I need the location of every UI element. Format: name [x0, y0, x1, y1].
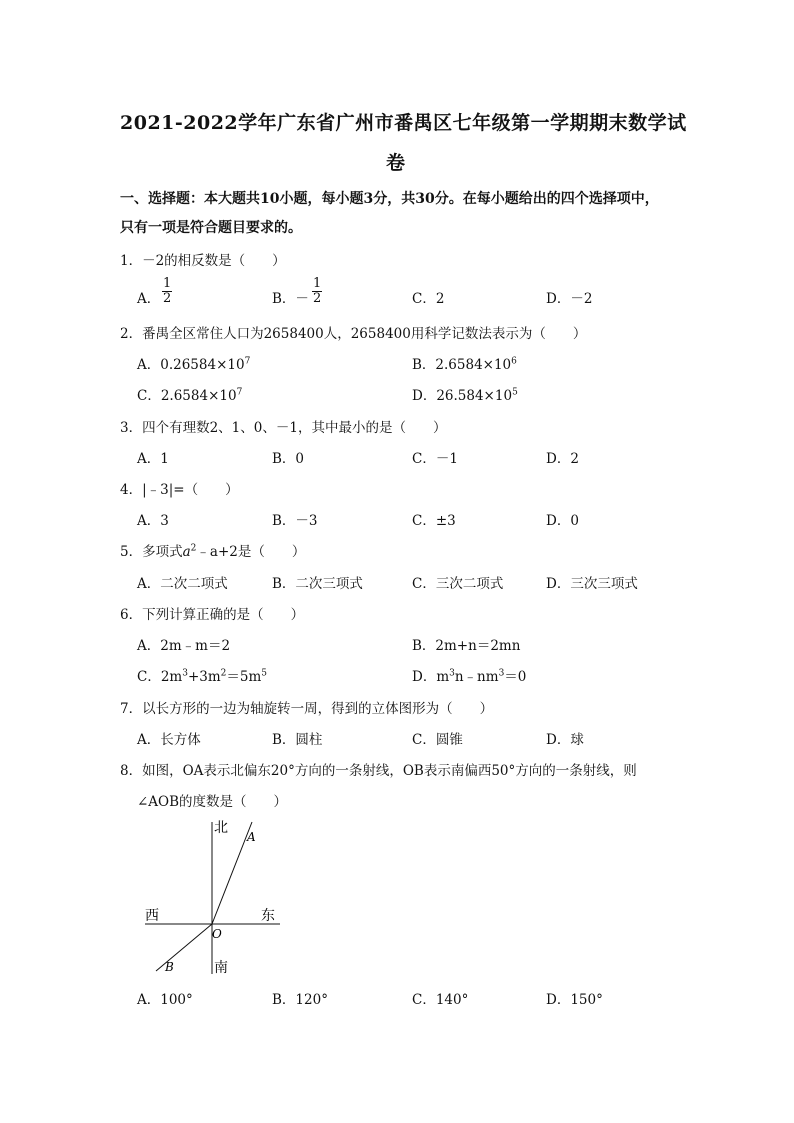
stem-exponent: 2	[190, 543, 197, 554]
question-6-option-c	[137, 665, 267, 685]
fraction-numerator: 1	[163, 276, 172, 291]
question-5-option-b: B．二次三项式	[272, 576, 363, 592]
question-5-option-a: A．二次二项式	[137, 576, 228, 592]
question-5-option-d: D．三次三项式	[546, 576, 638, 592]
stem-suffix: ﹣a+2是（ ）	[196, 544, 306, 560]
question-2-option-a	[137, 353, 250, 373]
question-1-option-a-fraction	[162, 277, 172, 306]
question-2-option-d	[412, 384, 518, 404]
east-label: 东	[261, 908, 275, 924]
question-1-option-c: C．2	[412, 291, 445, 307]
section-header-continued: 只有一项是符合题目要求的。	[120, 220, 302, 236]
option-exponent: 7	[244, 356, 251, 367]
question-6-stem: 6．下列计算正确的是（ ）	[120, 607, 305, 623]
question-8-stem: 8．如图，OA表示北偏东20°方向的一条射线，OB表示南偏西50°方向的一条射线，则	[120, 763, 637, 779]
question-1-option-b-fraction	[312, 277, 322, 306]
option-text: A．0.26584×10	[137, 357, 245, 373]
question-5-option-c: C．三次二项式	[412, 576, 504, 592]
question-3-stem: 3．四个有理数2、1、0、－1，其中最小的是（ ）	[120, 420, 447, 436]
question-1-option-b-letter: B．－	[272, 291, 309, 307]
question-4-option-d: D．0	[546, 513, 579, 529]
question-6-option-a: A．2m﹣m＝2	[137, 638, 231, 654]
question-3-option-d: D．2	[546, 451, 579, 467]
option-exponent: 2	[220, 668, 227, 679]
question-4-option-c: C．±3	[412, 513, 456, 529]
question-1-option-d: D．－2	[546, 291, 593, 307]
question-8-option-b: B．120°	[272, 992, 328, 1008]
question-8-option-d: D．150°	[546, 992, 603, 1008]
question-3-option-c: C．－1	[412, 451, 458, 467]
question-6-option-b: B．2m+n＝2mn	[412, 638, 521, 654]
option-text: B．2.6584×10	[412, 357, 512, 373]
stem-variable: a	[182, 544, 191, 560]
fraction-denominator: 2	[313, 291, 322, 306]
option-exponent: 5	[512, 387, 518, 398]
question-8-option-a: A．100°	[137, 992, 193, 1008]
question-4-stem: 4．|﹣3|=（ ）	[120, 482, 239, 498]
question-6-option-d	[412, 665, 526, 685]
question-4-option-b: B．－3	[272, 513, 318, 529]
option-part: C．2m	[137, 669, 183, 685]
question-3-option-b: B．0	[272, 451, 305, 467]
point-a-label: A	[247, 830, 256, 844]
question-4-option-a: A．3	[137, 513, 169, 529]
ray-oa	[212, 822, 252, 924]
option-exponent: 7	[236, 387, 243, 398]
question-7-option-d: D．球	[546, 732, 584, 748]
option-exponent: 3	[182, 668, 188, 679]
question-7-option-c: C．圆锥	[412, 732, 463, 748]
page-title: 2021-2022学年广东省广州市番禺区七年级第一学期期末数学试	[120, 112, 687, 134]
point-b-label: B	[165, 960, 174, 974]
question-1-stem: 1．－2的相反数是（ ）	[120, 253, 286, 269]
stem-prefix: 5．多项式	[120, 544, 183, 560]
compass-diagram	[140, 814, 290, 979]
option-exponent: 3	[498, 668, 505, 679]
question-5-stem	[120, 540, 305, 560]
option-part: n﹣nm	[454, 669, 499, 685]
option-text: C．2.6584×10	[137, 388, 237, 404]
option-text: D．26.584×10	[412, 388, 513, 404]
south-label: 南	[214, 960, 228, 976]
option-part: ＝5m	[226, 669, 262, 685]
question-2-option-b	[412, 353, 517, 373]
point-o-label: O	[212, 927, 222, 941]
option-exponent: 6	[511, 356, 517, 367]
question-1-option-a-letter: A．	[137, 291, 161, 307]
question-2-stem: 2．番禺全区常住人口为2658400人，2658400用科学记数法表示为（ ）	[120, 326, 587, 342]
fraction-numerator: 1	[313, 276, 322, 291]
question-7-option-a: A．长方体	[137, 732, 201, 748]
option-part: ＝0	[504, 669, 527, 685]
section-header: 一、选择题：本大题共10小题，每小题3分，共30分。在每小题给出的四个选择项中，	[120, 191, 659, 207]
question-7-option-b: B．圆柱	[272, 732, 323, 748]
option-part: D．m	[412, 669, 450, 685]
question-2-option-c	[137, 384, 242, 404]
fraction-denominator: 2	[163, 291, 172, 306]
option-part: +3m	[187, 669, 221, 685]
question-3-option-a: A．1	[137, 451, 169, 467]
north-label: 北	[214, 820, 228, 836]
question-7-stem: 7．以长方形的一边为轴旋转一周，得到的立体图形为（ ）	[120, 701, 494, 717]
page-title-continued: 卷	[386, 152, 406, 174]
question-8-stem-continued: ∠AOB的度数是（ ）	[137, 794, 288, 810]
west-label: 西	[145, 908, 159, 924]
option-exponent: 5	[261, 668, 268, 679]
question-8-option-c: C．140°	[412, 992, 469, 1008]
option-exponent: 3	[449, 668, 455, 679]
